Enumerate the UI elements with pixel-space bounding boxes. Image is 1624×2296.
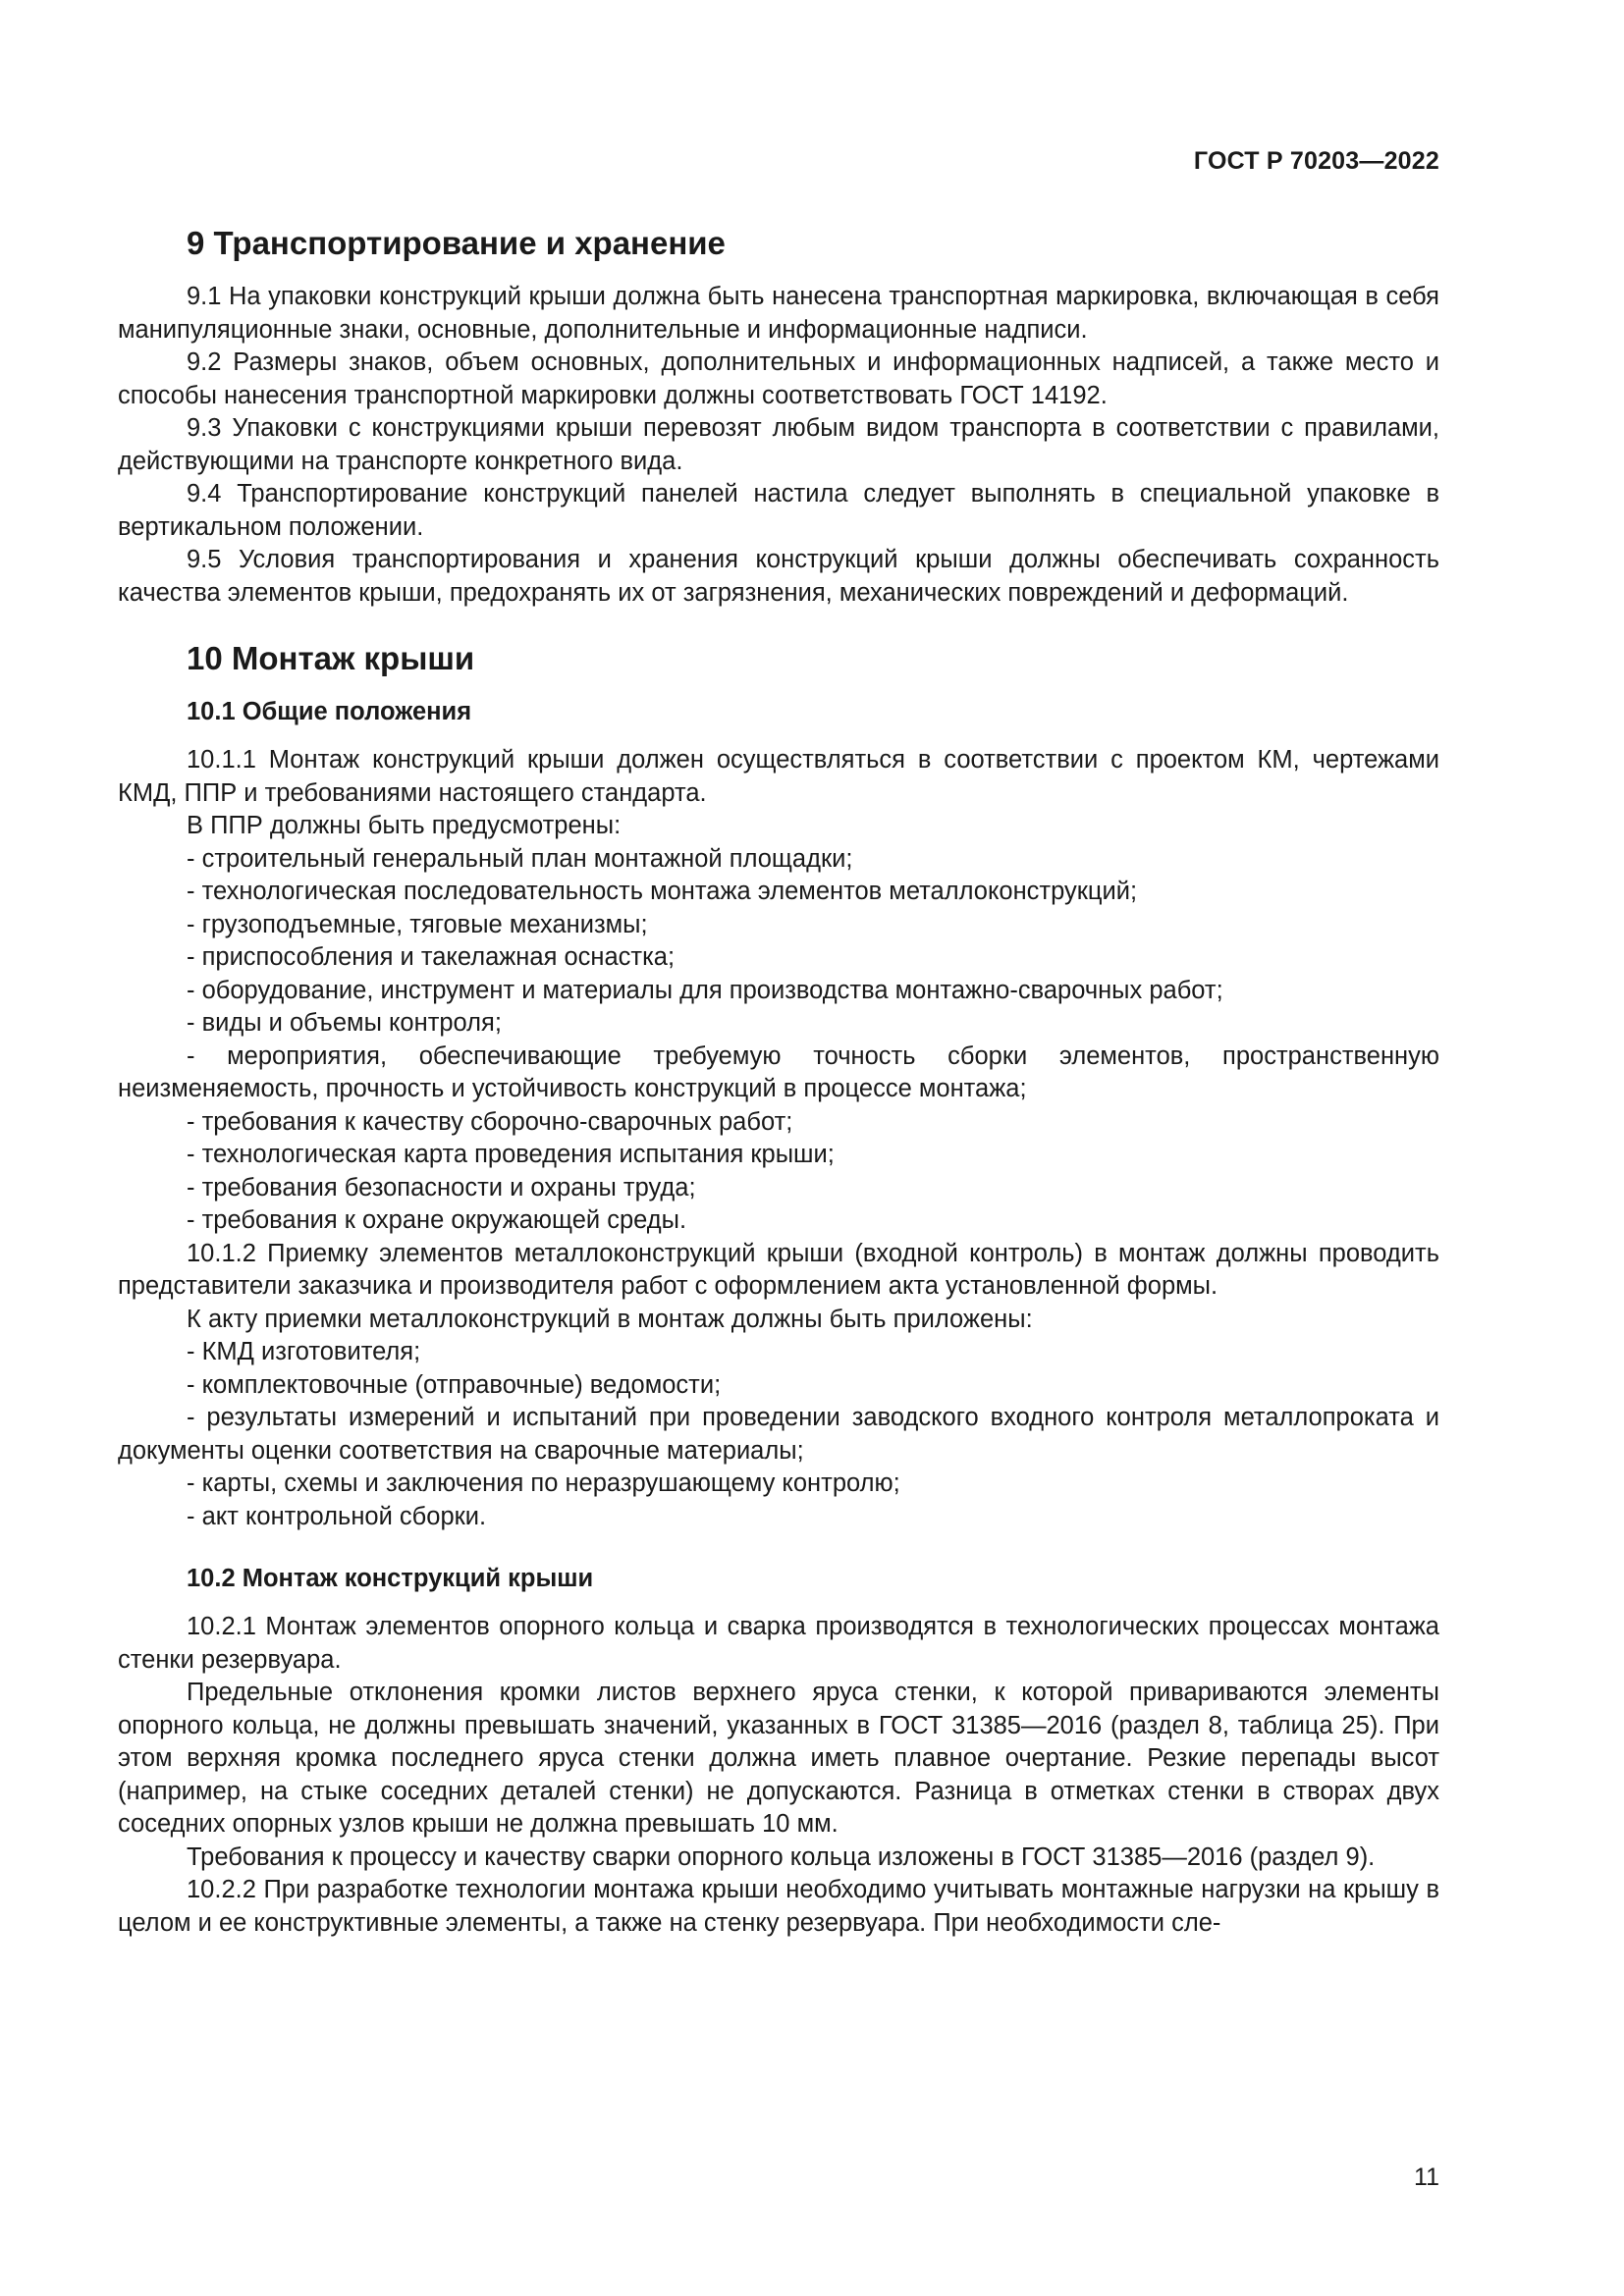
ppr-requirements-list (118, 843, 1439, 1238)
paragraph-9-1: 9.1 На упаковки конструкций крыши должна быть нанесена транспортная маркировка, включающая в себя манипуляционные знаки, основные, дополнительные и информационные надписи. (118, 283, 1439, 344)
paragraph-10-2-2: 10.2.2 При разработке технологии монтажа крыши необходимо учитывать монтажные нагрузки на крышу в целом и ее конструктивные элементы, а также на стенку резервуара. При необходимости сле- (118, 1876, 1439, 1937)
paragraph-act-intro: К акту приемки металлоконструкций в монтаж должны быть приложены: (187, 1305, 1033, 1333)
list-item: - виды и объемы контроля; (187, 1009, 502, 1037)
section-10-title: 10 Монтаж крыши (187, 640, 475, 676)
list-item: - оборудование, инструмент и материалы для производства монтажно-сварочных работ; (187, 976, 1223, 1004)
paragraph-ppr-intro: В ППР должны быть предусмотрены: (187, 812, 622, 839)
section-9-title: 9 Транспортирование и хранение (187, 225, 726, 261)
list-item: - требования к охране окружающей среды. (187, 1206, 687, 1234)
paragraph-9-4: 9.4 Транспортирование конструкций панелей настила следует выполнять в специальной упаковке в вертикальном положении. (118, 480, 1439, 541)
act-attachments-list (118, 1336, 1439, 1533)
list-item: - технологическая карта проведения испытания крыши; (187, 1141, 835, 1168)
paragraph-welding-requirements: Требования к процессу и качеству сварки опорного кольца изложены в ГОСТ 31385—2016 (раздел 9). (187, 1842, 1376, 1871)
list-item: - грузоподъемные, тяговые механизмы; (187, 910, 648, 938)
list-item: - акт контрольной сборки. (187, 1502, 487, 1530)
list-item: - требования безопасности и охраны труда; (187, 1173, 696, 1201)
list-item: - требования к качеству сборочно-сварочных работ; (187, 1107, 793, 1136)
paragraph-10-1-2: 10.1.2 Приемку элементов металлоконструкций крыши (входной контроль) в монтаж должны проводить представители заказчика и производителя работ с оформлением акта установленной формы. (118, 1239, 1439, 1300)
paragraph-9-3: 9.3 Упаковки с конструкциями крыши перевозят любым видом транспорта в соответствии с правилами, действующими на транспорте конкретного вида. (118, 414, 1439, 475)
subsection-10-1-title: 10.1 Общие положения (187, 698, 472, 725)
document-code: ГОСТ Р 70203—2022 (1193, 147, 1439, 175)
paragraph-9-5: 9.5 Условия транспортирования и хранения конструкций крыши должны обеспечивать сохранность качества элементов крыши, предохранять их от загрязнения, механических повреждений и деформаций. (118, 546, 1439, 607)
paragraph-deviation-limits: Предельные отклонения кромки листов верхнего яруса стенки, к которой привариваются элементы опорного кольца, не должны превышать значений, указанных в ГОСТ 31385—2016 (раздел 8, таблица 25). При этом верхняя кромка последнего яруса стенки должна иметь плавное очертание. Резкие перепады высот (например, на стыке соседних деталей стенки) не допускаются. Разница в отметках стенки в створах двух соседних опорных узлов крыши не должна превышать 10 мм. (118, 1679, 1439, 1838)
page-number: 11 (1414, 2163, 1439, 2191)
list-item: - приспособления и такелажная оснастка; (187, 943, 676, 971)
list-item: - карты, схемы и заключения по неразрушающему контролю; (187, 1469, 900, 1497)
page-content (118, 224, 1439, 1940)
list-item: - строительный генеральный план монтажной площадки; (187, 844, 853, 873)
list-item: - технологическая последовательность монтажа элементов металлоконструкций; (187, 878, 1138, 905)
list-item: - КМД изготовителя; (187, 1338, 421, 1365)
list-item: - результаты измерений и испытаний при проведении заводского входного контроля металлопроката и документы оценки соответствия на сварочные материалы; (118, 1404, 1439, 1465)
list-item: - комплектовочные (отправочные) ведомости; (187, 1370, 722, 1399)
paragraph-10-2-1: 10.2.1 Монтаж элементов опорного кольца и сварка производятся в технологических процессах монтажа стенки резервуара. (118, 1613, 1439, 1674)
list-item: - мероприятия, обеспечивающие требуемую точность сборки элементов, пространственную неизменяемость, прочность и устойчивость конструкций в процессе монтажа; (118, 1041, 1439, 1102)
subsection-10-2-title: 10.2 Монтаж конструкций крыши (187, 1565, 594, 1592)
paragraph-9-2: 9.2 Размеры знаков, объем основных, дополнительных и информационных надписей, а также место и способы нанесения транспортной маркировки должны соответствовать ГОСТ 14192. (118, 348, 1439, 409)
paragraph-10-1-1: 10.1.1 Монтаж конструкций крыши должен осуществляться в соответствии с проектом КМ, чертежами КМД, ППР и требованиями настоящего стандарта. (118, 746, 1439, 807)
